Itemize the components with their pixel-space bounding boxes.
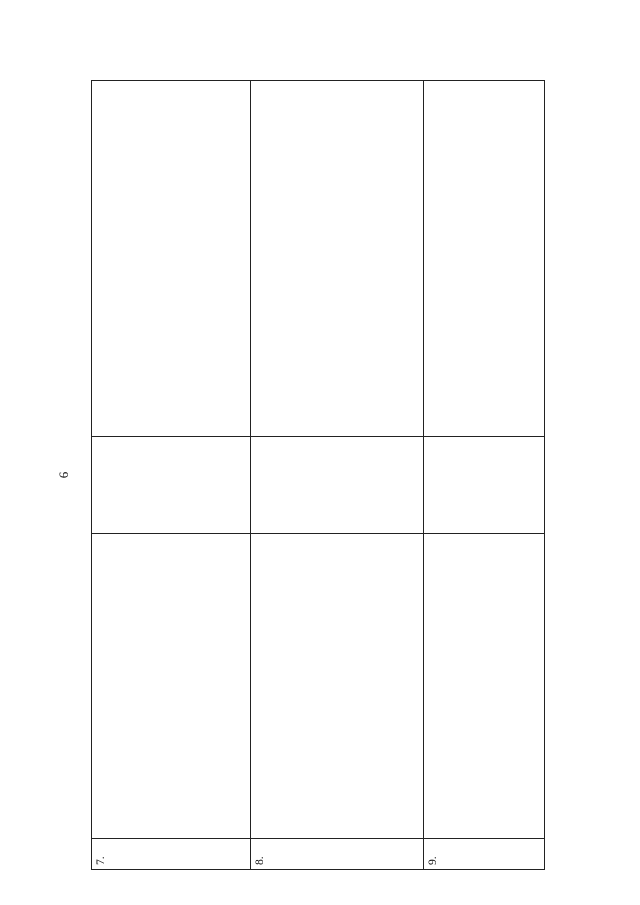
action-cell xyxy=(251,534,424,839)
table-row xyxy=(424,81,545,870)
action-cell xyxy=(92,534,251,839)
term-cell xyxy=(251,437,424,534)
measures-table xyxy=(91,80,545,870)
responsible-cell xyxy=(424,81,545,437)
term-cell xyxy=(92,437,251,534)
responsible-cell xyxy=(251,81,424,437)
responsible-cell xyxy=(92,81,251,437)
table-row xyxy=(251,81,424,870)
term-cell xyxy=(424,437,545,534)
row-number: 9. xyxy=(424,839,545,870)
row-number: 7. xyxy=(92,839,251,870)
table-row xyxy=(92,81,251,870)
page-number: 6 xyxy=(56,471,71,479)
row-number: 8. xyxy=(251,839,424,870)
action-cell xyxy=(424,534,545,839)
rotated-page xyxy=(56,80,586,870)
